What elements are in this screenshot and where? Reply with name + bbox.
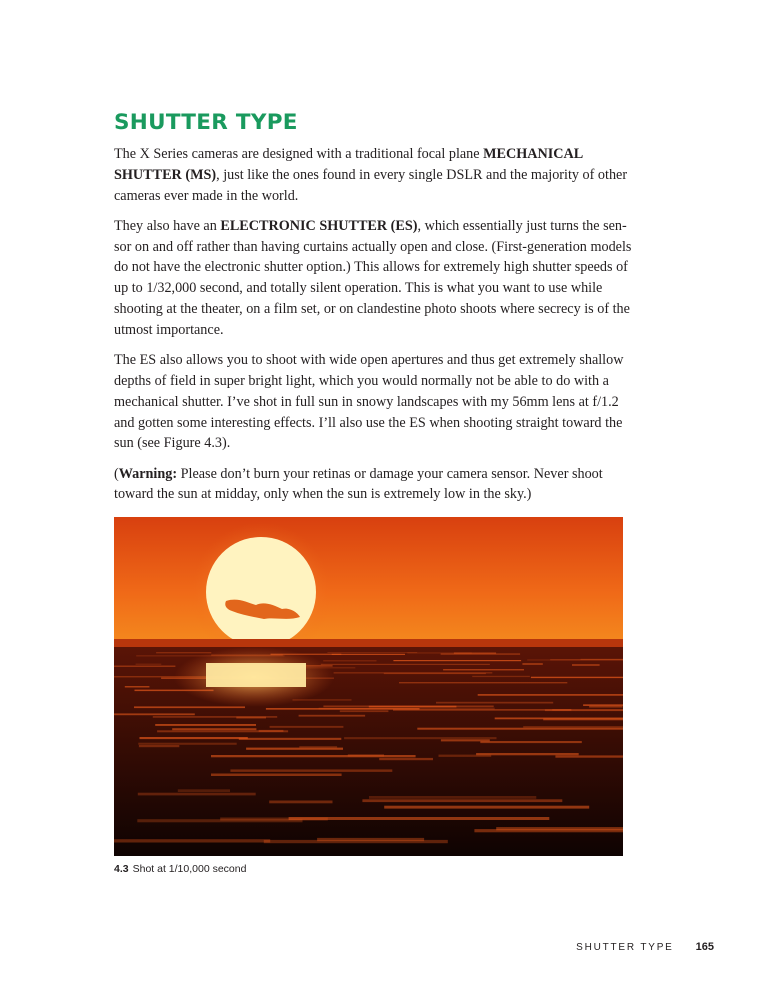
water-ripple [369, 706, 457, 708]
water-ripple [140, 737, 248, 739]
water-ripple [555, 755, 623, 757]
water-ripple [321, 664, 490, 665]
water-ripple [138, 793, 256, 796]
water-ripple [552, 709, 623, 711]
sun [206, 537, 316, 647]
paragraph [114, 350, 636, 454]
water-ripple [362, 799, 562, 802]
water-ripple [178, 789, 230, 792]
water-ripple [239, 738, 341, 740]
paragraph [114, 464, 636, 506]
water-ripple [478, 694, 623, 696]
water-ripple [523, 726, 623, 728]
water-ripple [155, 724, 256, 726]
water-ripple [264, 840, 448, 843]
paragraph-text: , which essentially just turns the sen-sor on and off rather than having curtains actually open and close. (First-generation models do not have the electronic shutter option.) This allows for extremely high shutter speeds of up to 1/32,000 second, and totally silent operation. This is what you want to use while shooting at the theater, on a film set, or on clandestine photo shoots where secrecy is of the utmost importance. [114, 217, 632, 338]
water-ripple [443, 669, 524, 670]
page-footer [576, 941, 714, 953]
water-ripple [407, 652, 472, 653]
water-ripple [134, 706, 245, 708]
water-ripple [441, 654, 520, 655]
water-ripple [543, 718, 623, 720]
water-ripple [323, 660, 376, 661]
water-ripple [384, 673, 486, 674]
paragraph [114, 144, 636, 206]
sun-reflection [206, 663, 306, 687]
water-ripple [114, 666, 175, 667]
water-ripple [480, 741, 582, 743]
water-ripple [211, 755, 416, 757]
section-heading: SHUTTER TYPE [114, 110, 298, 135]
sunset-photo [114, 517, 623, 856]
water-ripple [583, 704, 623, 706]
warning-label: Warning: [118, 465, 178, 482]
water-ripple [114, 713, 195, 715]
water-ripple [399, 682, 567, 683]
water-ripple [441, 739, 490, 741]
water-ripple [269, 801, 332, 804]
water-ripple [340, 710, 389, 712]
body-text [114, 144, 636, 515]
water-ripple [496, 827, 623, 830]
sky [114, 517, 623, 645]
water-ripple [211, 774, 342, 777]
water-ripple [472, 676, 530, 677]
water-ripple [522, 663, 542, 664]
running-head: SHUTTER TYPE [576, 942, 674, 953]
paragraph-text: The ES also allows you to shoot with wide open apertures and thus get extremely shallow depths of field in super bright light, which you would normally not be able to do with a mechanical shutter. I’ve shot in full sun in snowy landscapes with my 56mm lens at f/1.2 and gotten some interesting effects. I’ll also use the ES when shooting straight toward the sun (see Figure 4.3). [114, 352, 624, 452]
water-ripple [156, 652, 211, 653]
water-ripple [138, 743, 236, 745]
water-ripple [327, 652, 417, 653]
water-ripple [589, 706, 623, 708]
water-ripple [157, 730, 288, 732]
water-ripple [299, 715, 366, 717]
water-ripple [319, 708, 495, 710]
water-ripple [125, 686, 150, 688]
water-ripple [572, 664, 600, 665]
term-mechanical-shutter: MECHANICAL SHUTTER (MS) [114, 146, 583, 183]
water-ripple [379, 758, 433, 760]
paragraph-text: , just like the ones found in every single DSLR and the majority of other cameras ever made in the world. [114, 166, 628, 204]
water-ripple [384, 806, 589, 809]
paragraph-text: Please don’t burn your retinas or damage your camera sensor. Never shoot toward the sun at midday, only when the sun is extremely low in the sky.) [114, 465, 603, 503]
water-ripple [439, 755, 492, 757]
water-ripple [172, 728, 256, 730]
water-ripple [220, 818, 328, 821]
paragraph-text: They also have an [114, 217, 221, 234]
water-ripple [436, 702, 553, 704]
water-ripple [527, 659, 623, 660]
water-ripple [332, 654, 405, 655]
paragraph-text: ( [114, 465, 119, 482]
water-ripple [417, 728, 623, 730]
water-ripple [270, 726, 344, 728]
water-ripple [246, 748, 343, 750]
paragraph-text: The X Series cameras are designed with a traditional focal plane [114, 146, 484, 162]
caption-text: Shot at 1/10,000 second [132, 863, 247, 875]
water-ripple [139, 745, 179, 747]
figure-number: 4.3 [114, 863, 129, 875]
water-ripple [230, 769, 392, 772]
water-ripple [344, 737, 496, 739]
water-ripple [531, 677, 623, 678]
water-ripple [114, 839, 270, 842]
water-ripple [393, 660, 521, 661]
term-electronic-shutter: ELECTRONIC SHUTTER (ES) [220, 217, 418, 234]
water-ripple [476, 753, 579, 755]
figure-caption [114, 863, 246, 875]
water-ripple [369, 796, 536, 799]
page-number: 165 [695, 941, 714, 953]
paragraph [114, 216, 636, 341]
water-ripple [236, 717, 266, 719]
water-ripple [136, 664, 162, 665]
